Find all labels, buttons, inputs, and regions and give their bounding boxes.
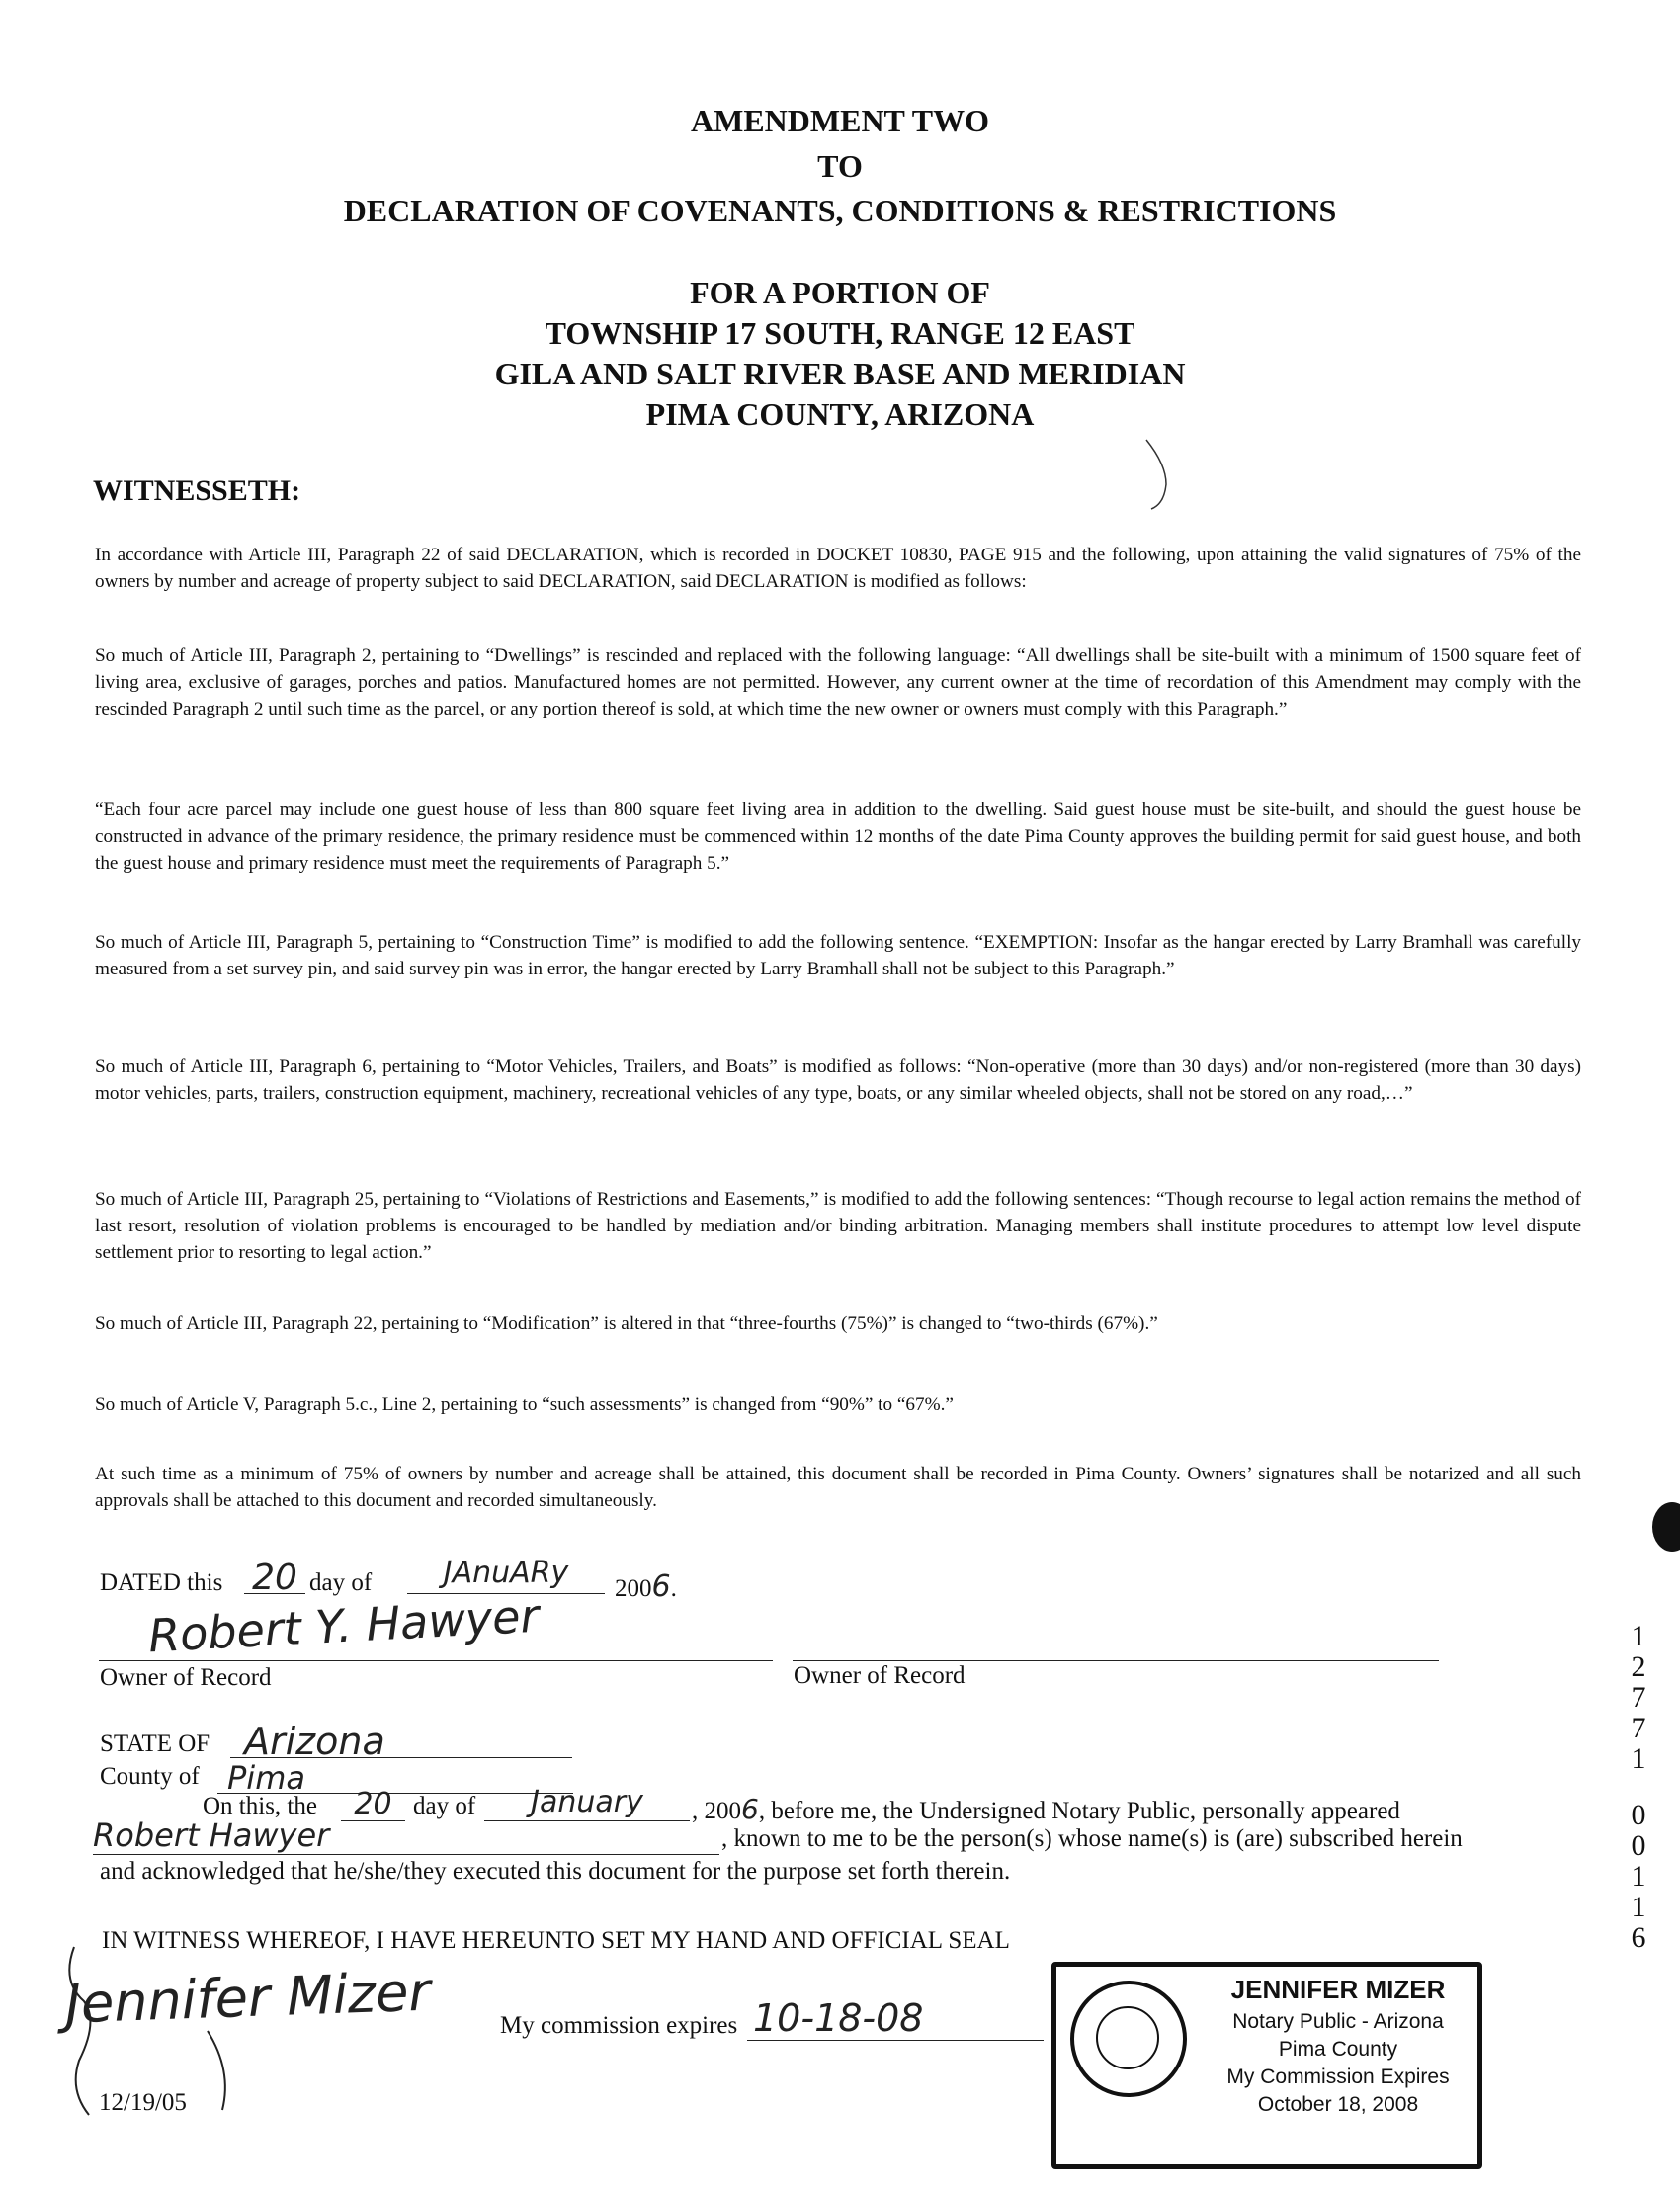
notary-signature: Jennifer Mizer — [64, 1960, 432, 2036]
side-recording-number — [1619, 1621, 1658, 1953]
notary-date-stamp: 12/19/05 — [99, 2089, 187, 2116]
known-to-me-text: , known to me to be the person(s) whose name(s) is (are) subscribed herein — [721, 1825, 1463, 1852]
stamp-expires-label: My Commission Expires — [1226, 2066, 1450, 2088]
paragraph-intro: In accordance with Article III, Paragraph 22 of said DECLARATION, which is recorded in DOCKET 10830, PAGE 915 and the following, upon attaining the valid signatures of 75% of the owners by number and acreage of property subject to said DECLARATION, said DECLARATION is modified as follows: — [95, 545, 1581, 592]
county-value: Pima — [227, 1759, 305, 1797]
subtitle-line-2: TOWNSHIP 17 SOUTH, RANGE 12 EAST — [545, 315, 1135, 351]
seal-center-emblem — [1096, 2006, 1159, 2069]
notary-year-line — [692, 1793, 1400, 1825]
paragraph-guest-house: “Each four acre parcel may include one guest house of less than 800 square feet living area in addition to the dwelling. Said guest house must be site-built, and should the guest house be constructed in advance of the primary residence, the primary residence must be commenced within 12 months of the date Pima County approves the building permit for said guest house, and both the guest house and primary residence must meet the requirements of Paragraph 5.” — [95, 800, 1581, 874]
dated-year — [615, 1569, 677, 1604]
paragraph-construction-time: So much of Article III, Paragraph 5, pertaining to “Construction Time” is modified to add the following sentence. “EXEMPTION: Insofar as the hangar erected by Larry Bramhall was carefully measured from a set survey pin, and said survey pin was in error, the hangar erected by Larry Bramhall shall not be subject to this Paragraph.” — [95, 932, 1581, 979]
paragraph-motor-vehicles: So much of Article III, Paragraph 6, pertaining to “Motor Vehicles, Trailers, and Boats” is modified as follows: “Non-operative (more than 30 days) and/or non-registered (more than 30 days) motor vehicles, parts, trailers, construction equipment, machinery, recreational vehicles of any type, boats, or any similar wheeled objects, shall not be stored on any road,…” — [95, 1056, 1581, 1104]
county-label: County of — [100, 1763, 200, 1790]
stamp-name: JENNIFER MIZER — [1230, 1975, 1446, 2004]
side-digit: 6 — [1631, 1921, 1646, 1954]
dated-period: . — [670, 1575, 677, 1602]
side-digit: 1 — [1631, 1742, 1646, 1775]
dated-day-of: day of — [309, 1569, 373, 1596]
title-line-2: TO — [817, 148, 863, 184]
person-value: Robert Hawyer — [93, 1816, 330, 1854]
side-digit: 7 — [1631, 1712, 1646, 1744]
commission-field[interactable] — [747, 1996, 1044, 2041]
stray-mark — [1136, 435, 1186, 514]
stamp-title: Notary Public - Arizona — [1232, 2010, 1444, 2033]
state-value: Arizona — [244, 1720, 385, 1763]
side-digit: 0 — [1631, 1829, 1646, 1862]
acknowledged-text: and acknowledged that he/she/they executed this document for the purpose set forth therein. — [100, 1858, 1011, 1885]
commission-value: 10-18-08 — [753, 1996, 924, 2040]
side-digit: 0 — [1631, 1799, 1646, 1831]
dated-day-field[interactable] — [244, 1558, 305, 1598]
notary-day-value: 20 — [354, 1787, 392, 1821]
title-line-1: AMENDMENT TWO — [691, 103, 989, 138]
in-witness-whereof: IN WITNESS WHEREOF, I HAVE HEREUNTO SET MY HAND AND OFFICIAL SEAL — [102, 1927, 1010, 1954]
dated-month-value: JAnuARy — [443, 1556, 569, 1590]
paragraph-dwellings: So much of Article III, Paragraph 2, pertaining to “Dwellings” is rescinded and replaced with the following language: “All dwellings shall be site-built with a minimum of 1500 square feet of living area, exclusive of garages, porches and patios. Manufactured homes are not permitted. However, any current owner at the time of recordation of this Amendment may comply with the rescinded Paragraph 2 until such time as the parcel, or any portion thereof is sold, at which time the new owner or owners must comply with this Paragraph.” — [95, 645, 1581, 719]
paragraph-modification: So much of Article III, Paragraph 22, pertaining to “Modification” is altered in that “three-fourths (75%)” is changed to “two-thirds (67%).” — [95, 1313, 1158, 1334]
side-digit: 1 — [1631, 1620, 1646, 1652]
state-field[interactable] — [230, 1720, 572, 1763]
owner-signature: Robert Y. Hawyer — [146, 1588, 541, 1663]
owner-of-record-right: Owner of Record — [794, 1662, 966, 1689]
before-me-text: , before me, the Undersigned Notary Public, personally appeared — [758, 1798, 1400, 1824]
side-digit: 1 — [1631, 1891, 1646, 1923]
notary-seal-stamp — [1051, 1962, 1482, 2169]
paragraph-violations: So much of Article III, Paragraph 25, pertaining to “Violations of Restrictions and Easements,” is modified to add the following sentences: “Though recourse to legal action remains the method of last resort, resolution of violation problems is encouraged to be handled by mediation and/or binding arbitration. Managing members shall institute procedures to attempt low level dispute settlement prior to resorting to legal action.” — [95, 1189, 1581, 1263]
notary-year-printed: , 200 — [692, 1798, 741, 1824]
notary-day-of: day of — [413, 1793, 476, 1819]
owner-of-record-left: Owner of Record — [100, 1664, 272, 1691]
stamp-county: Pima County — [1278, 2038, 1398, 2061]
dated-label: DATED this — [100, 1569, 223, 1596]
dated-month-field[interactable] — [407, 1556, 605, 1594]
state-label: STATE OF — [100, 1730, 210, 1757]
commission-label: My commission expires — [500, 2012, 738, 2039]
title-line-3: DECLARATION OF COVENANTS, CONDITIONS & RESTRICTIONS — [343, 193, 1337, 228]
side-digit: 1 — [1631, 1860, 1646, 1893]
side-digit: 7 — [1631, 1681, 1646, 1714]
owner-signature-line-right[interactable] — [793, 1621, 1439, 1661]
stamp-expires-date: October 18, 2008 — [1257, 2093, 1419, 2116]
paragraph-assessments: So much of Article V, Paragraph 5.c., Line 2, pertaining to “such assessments” is changed from “90%” to “67%.” — [95, 1394, 954, 1415]
dated-year-hand: 6 — [651, 1569, 671, 1604]
subtitle-line-3: GILA AND SALT RIVER BASE AND MERIDIAN — [494, 356, 1186, 391]
side-digit: 2 — [1631, 1650, 1646, 1683]
person-field[interactable] — [93, 1816, 719, 1855]
on-this-label: On this, the — [203, 1793, 317, 1819]
binder-hole-mark — [1652, 1502, 1680, 1552]
dated-day-value: 20 — [252, 1558, 297, 1598]
subtitle-line-4: PIMA COUNTY, ARIZONA — [645, 396, 1035, 432]
notary-month-value: January — [531, 1785, 643, 1819]
witnesseth-heading: WITNESSETH: — [93, 474, 301, 507]
great-seal-emblem — [1070, 1981, 1187, 2097]
notary-year-hand: 6 — [741, 1793, 759, 1825]
subtitle-line-1: FOR A PORTION OF — [690, 275, 990, 310]
paragraph-recording: At such time as a minimum of 75% of owners by number and acreage shall be attained, this document shall be recorded in Pima County. Owners’ signatures shall be notarized and all such approvals shall be attached to this document and recorded simultaneously. — [95, 1464, 1581, 1511]
dated-year-printed: 200 — [615, 1575, 652, 1602]
